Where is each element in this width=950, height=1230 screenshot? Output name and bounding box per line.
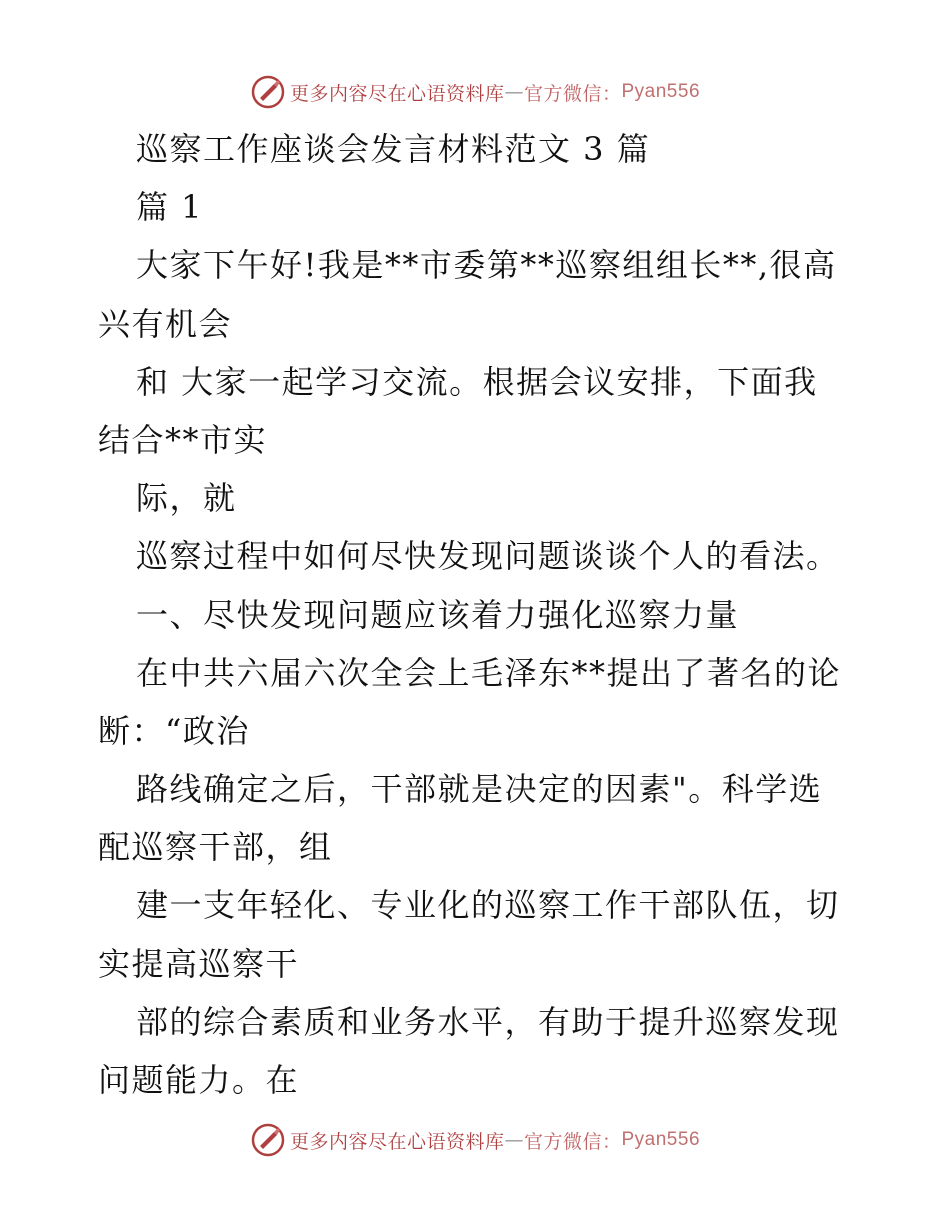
banner-separator: — [504, 81, 524, 103]
paragraph-line: 和 大家一起学习交流。根据会议安排，下面我 [136, 362, 818, 401]
banner-wechat-handle: Pyan556 [621, 81, 701, 102]
paragraph-line: 兴有机会 [98, 304, 233, 343]
banner-wechat-label: 官方微信： [523, 1130, 622, 1153]
paragraph-line: 配巡察干部，组 [98, 828, 333, 867]
paragraph-line: 实提高巡察干 [98, 944, 300, 983]
banner-separator: — [504, 1129, 524, 1151]
paragraph-line: 大家下午好!我是**市委第**巡察组组长**,很高 [136, 246, 837, 285]
subheading: 一、尽快发现问题应该着力强化巡察力量 [136, 595, 740, 634]
paragraph-line: 路线确定之后，干部就是决定的因素"。科学选 [136, 770, 823, 809]
paragraph-line: 断：“政治 [98, 711, 250, 750]
paragraph-line: 际，就 [136, 479, 237, 518]
header-watermark-banner [0, 72, 950, 112]
banner-wechat-label: 官方微信： [523, 82, 622, 105]
paragraph-line: 问题能力。在 [98, 1061, 300, 1099]
document-body [98, 120, 858, 1109]
paragraph-line: 建一支年轻化、专业化的巡察工作干部队伍，切 [136, 886, 840, 925]
logo-icon [250, 1122, 286, 1158]
document-title: 巡察工作座谈会发言材料范文 3 篇 [136, 130, 651, 168]
paragraph-line: 巡察过程中如何尽快发现问题谈谈个人的看法。 [136, 537, 840, 576]
logo-icon [250, 74, 286, 110]
banner-text: 更多内容尽在心语资料库 [289, 1130, 505, 1153]
paragraph-line: 结合**市实 [98, 420, 268, 459]
paragraph-line: 部的综合素质和业务水平，有助于提升巡察发现 [136, 1002, 840, 1041]
banner-text: 更多内容尽在心语资料库 [289, 82, 505, 105]
footer-watermark-banner [0, 1120, 950, 1160]
banner-wechat-handle: Pyan556 [621, 1129, 701, 1150]
section-heading: 篇 1 [136, 188, 204, 227]
paragraph-line: 在中共六届六次全会上毛泽东**提出了著名的论 [136, 653, 842, 692]
